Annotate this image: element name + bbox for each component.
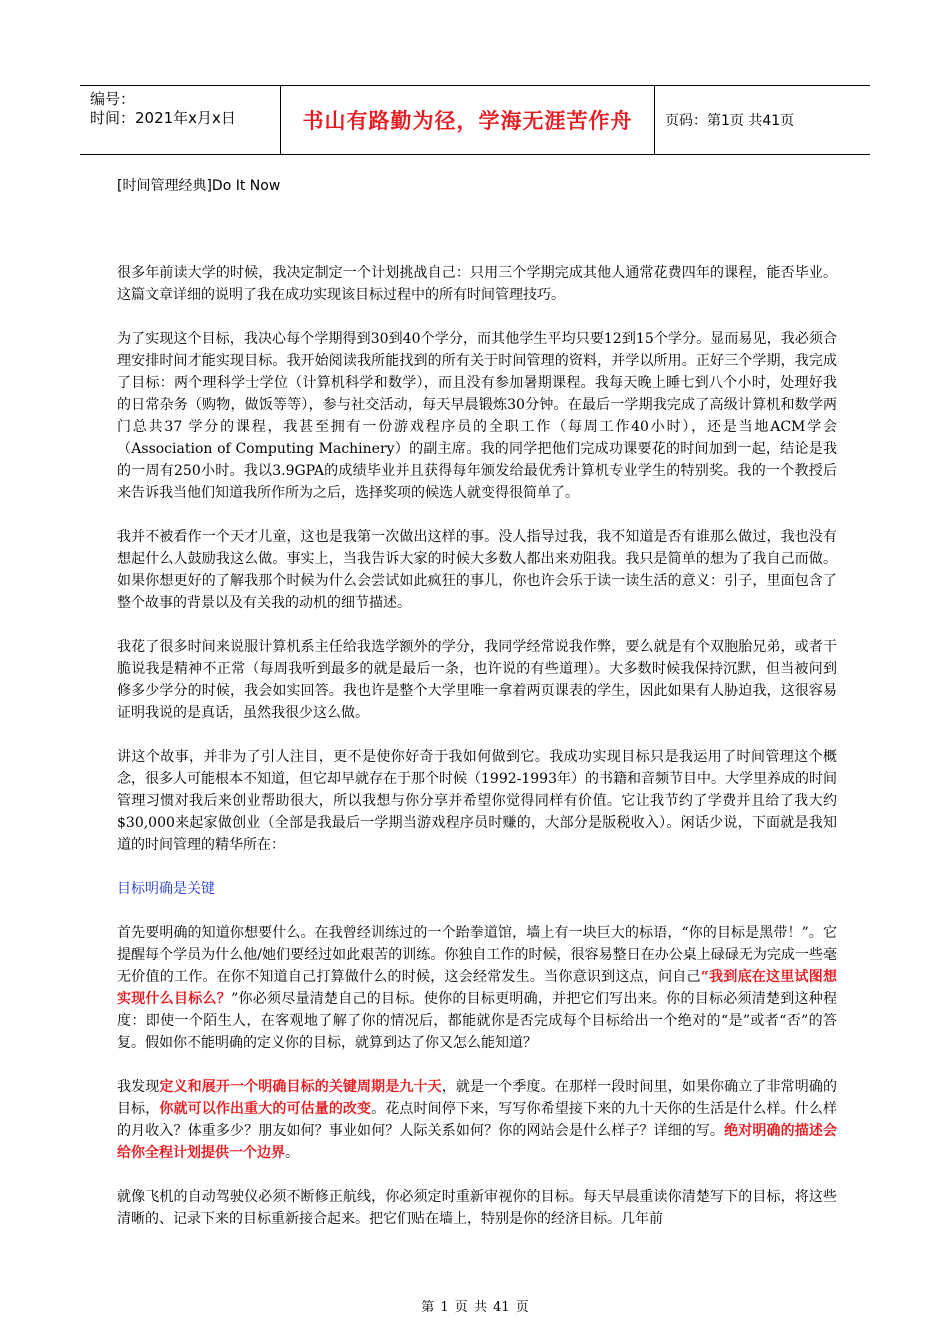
paragraph-6-highlight: “我到底在这里试图想实现什么目标么？ bbox=[117, 969, 837, 1007]
paragraph-7-text-b: ，就是一个季度。在那样一段时间里，如果你确立了非常明确的目标， bbox=[117, 1079, 838, 1117]
paragraph-2: 为了实现这个目标，我决心每个学期得到30到40个学分，而其他学生平均只要12到15个学分。显而易见，我必须合理安排时间才能实现目标。我开始阅读我所能找到的所有关于时间管理的资料，并学以所用。正好三个学期，我完成了目标：两个理科学士学位（计算机科学和数学），而且没有参加暑期课程。我每天晚上睡七到八个小时，处理好我的日常杂务（购物，做饭等等），参与社交活动，每天早晨锻炼30分钟。在最后一学期我完成了高级计算机和数学两门总共37 学分的课程，我甚至拥有一份游戏程序员的全职工作（每周工作40小时），还是当地ACM学会（Association of Computing Machinery）的副主席。我的同学把他们完成功课要花的时间加到一起，结论是我的一周有250小时。我以3.9GPA的成绩毕业并且获得每年颁发给最优秀计算机专业学生的特别奖。我的一个教授后来告诉我当他们知道我所作所为之后，选择奖项的候选人就变得很简单了。 bbox=[117, 331, 837, 501]
footer-page-unit: 页 bbox=[454, 1300, 468, 1315]
page-header bbox=[80, 85, 870, 155]
paragraph-7-text-d: 。 bbox=[285, 1145, 299, 1161]
document-title: [时间管理经典]Do It Now bbox=[117, 178, 281, 194]
footer-total-unit: 页 bbox=[515, 1300, 529, 1315]
paragraph-5: 讲这个故事，并非为了引人注目，更不是使你好奇于我如何做到它。我成功实现目标只是我运用了时间管理这个概念，很多人可能根本不知道，但它却早就存在于那个时候（1992-1993年）的书籍和音频节目中。大学里养成的时间管理习惯对我后来创业帮助很大，所以我想与你分享并希望你觉得同样有价值。它让我节约了学费并且给了我大约$30,000来起家做创业（全部是我最后一学期当游戏程序员时赚的，大部分是版税收入）。闲话少说，下面就是我知道的时间管理的精华所在： bbox=[117, 749, 837, 853]
paragraph-3: 我并不被看作一个天才儿童，这也是我第一次做出这样的事。没人指导过我，我不知道是否有谁那么做过，我也没有想起什么人鼓励我这么做。事实上，当我告诉大家的时候大多数人都出来劝阻我。我只是简单的想为了我自己而做。如果你想更好的了解我那个时候为什么会尝试如此疯狂的事儿，你也许会乐于读一读生活的意义：引子，里面包含了整个故事的背景以及有关我的动机的细节描述。 bbox=[117, 529, 837, 611]
paragraph-7-highlight-3: 绝对明确的描述会给你全程计划提供一个边界 bbox=[117, 1123, 838, 1161]
time-label: 时间：2021年x月x日 bbox=[90, 109, 236, 127]
paragraph-8: 就像飞机的自动驾驶仪必须不断修正航线，你必须定时重新审视你的目标。每天早晨重读你清楚写下的目标，将这些清晰的、记录下来的目标重新接合起来。把它们贴在墙上，特别是你的经济目标。几年前 bbox=[117, 1189, 837, 1227]
header-meta bbox=[80, 86, 280, 154]
header-page-info: 页码：第1页 共41页 bbox=[665, 113, 795, 129]
paragraph-7-text-a: 我发现 bbox=[117, 1079, 160, 1095]
paragraph-7 bbox=[117, 1076, 837, 1164]
header-motto: 书山有路勤为径，学海无涯苦作舟 bbox=[280, 86, 655, 154]
footer-total-prefix: 共 bbox=[473, 1300, 487, 1315]
paragraph-6 bbox=[117, 922, 837, 1054]
paragraph-6-text-a: 首先要明确的知道你想要什么。在我曾经训练过的一个跆拳道馆，墙上有一块巨大的标语，“你的目标是黑带！”。它提醒每个学员为什么他/她们要经过如此艰苦的训练。你独自工作的时候，很容易整日在办公桌上碌碌无为完成一些毫无价值的工作。在你不知道自己打算做什么的时候，这会经常发生。当你意识到这点，问自己 bbox=[117, 925, 837, 985]
section-heading: 目标明确是关键 bbox=[117, 881, 215, 897]
footer-page-number: 1 bbox=[440, 1300, 449, 1315]
paragraph-1: 很多年前读大学的时候，我决定制定一个计划挑战自己：只用三个学期完成其他人通常花费四年的课程，能否毕业。这篇文章详细的说明了我在成功实现该目标过程中的所有时间管理技巧。 bbox=[117, 265, 837, 303]
document-body bbox=[117, 176, 837, 1230]
paragraph-7-highlight-2: 你就可以作出重大的可估量的改变 bbox=[159, 1101, 372, 1117]
paragraph-6-text-b: ”你必须尽量清楚自己的目标。使你的目标更明确，并把它们写出来。你的目标必须清楚到这种程度：即使一个陌生人，在客观地了解了你的情况后，都能就你是否完成每个目标给出一个绝对的“是”或者“否”的答复。假如你不能明确的定义你的目标，就算到达了你又怎么能知道？ bbox=[117, 991, 838, 1051]
paragraph-7-highlight-1: 定义和展开一个明确目标的关键周期是九十天 bbox=[159, 1079, 442, 1095]
page-footer bbox=[0, 1296, 950, 1315]
paragraph-4: 我花了很多时间来说服计算机系主任给我选学额外的学分，我同学经常说我作弊，要么就是有个双胞胎兄弟，或者干脆说我是精神不正常（每周我听到最多的就是最后一条，也许说的有些道理）。大多数时候我保持沉默，但当被问到修多少学分的时候，我会如实回答。我也许是整个大学里唯一拿着两页课表的学生，因此如果有人胁迫我，这很容易证明我说的是真话，虽然我很少这么做。 bbox=[117, 639, 837, 721]
paragraph-7-text-c: 。花点时间停下来，写写你希望接下来的九十天你的生活是什么样。什么样的月收入？体重多少？朋友如何？事业如何？人际关系如何？你的网站会是什么样子？详细的写。 bbox=[117, 1101, 838, 1139]
footer-total-pages: 41 bbox=[493, 1300, 510, 1315]
footer-prefix: 第 bbox=[421, 1300, 435, 1315]
number-label: 编号： bbox=[90, 90, 136, 108]
